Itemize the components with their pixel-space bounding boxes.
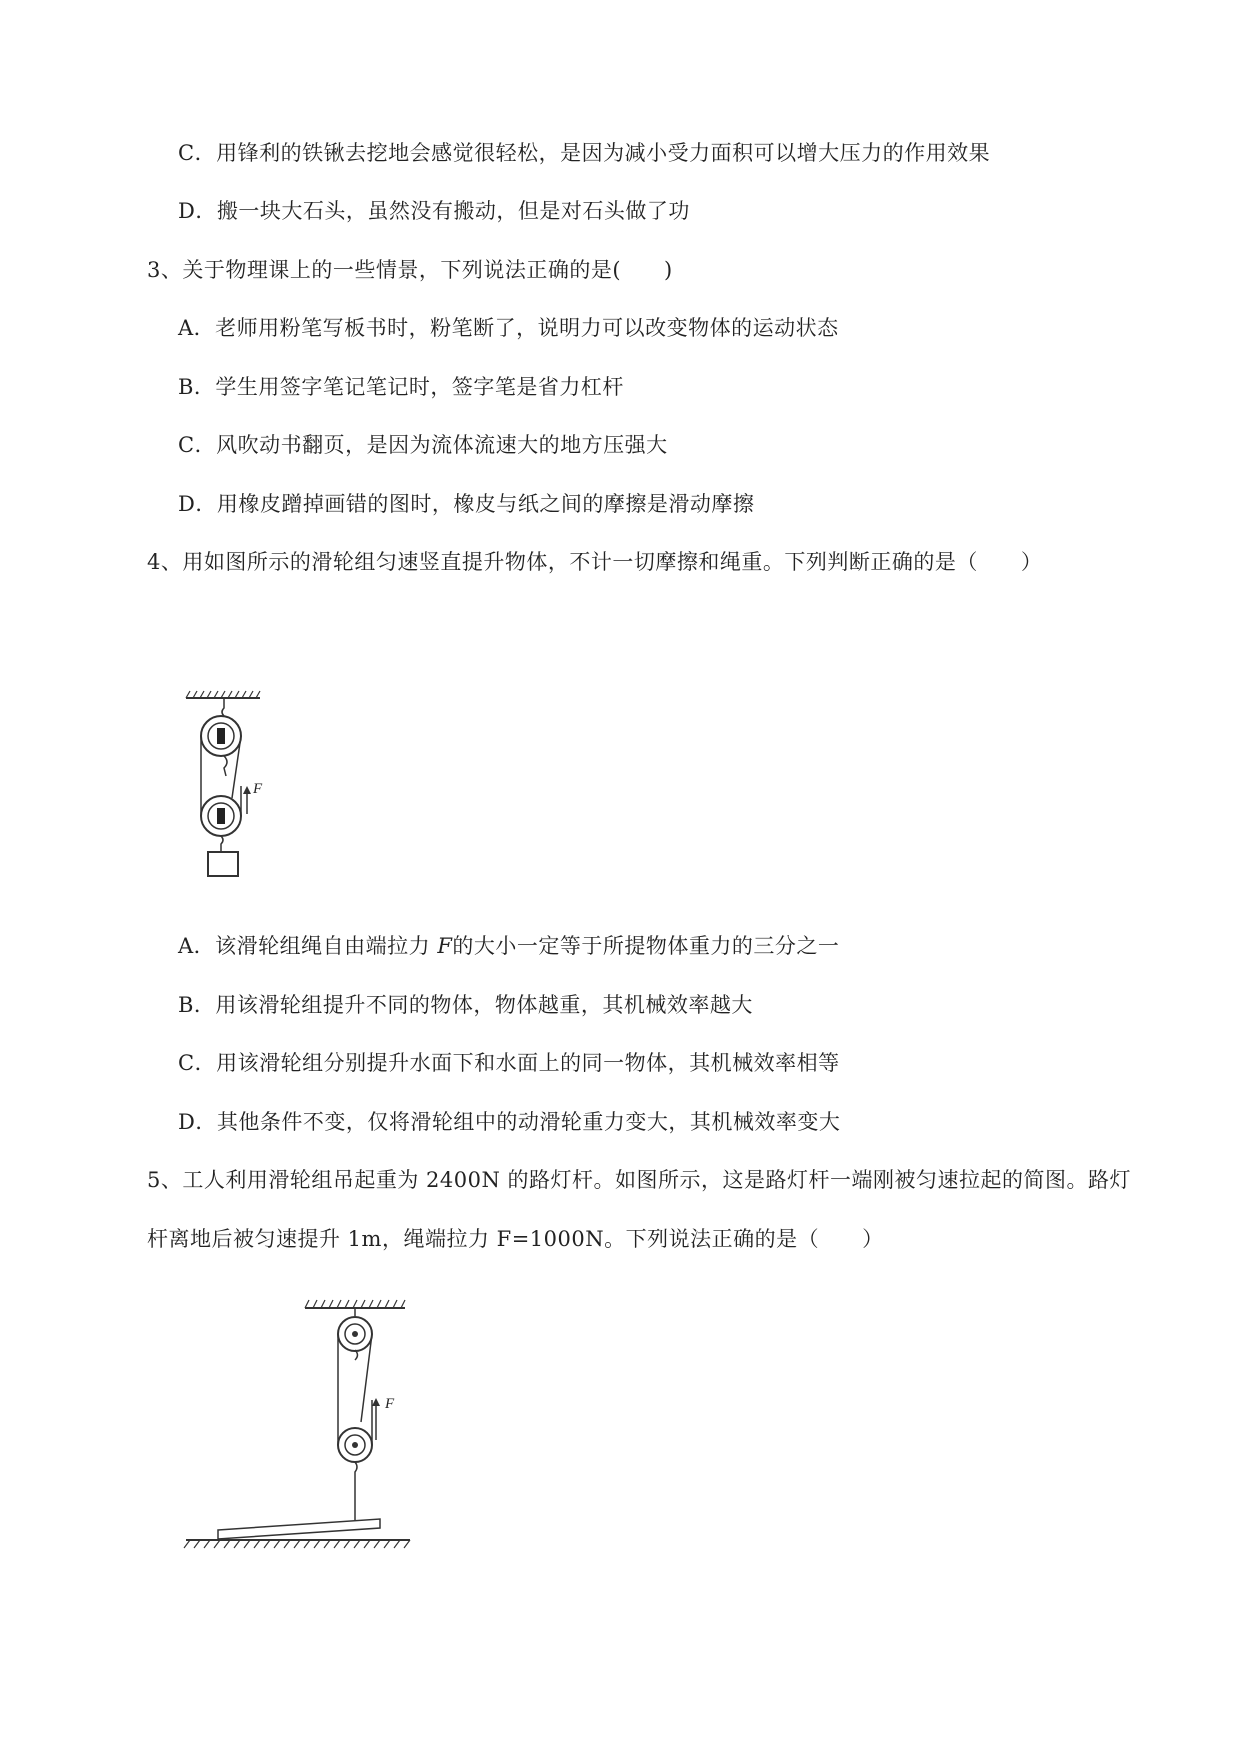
q3-option-a: A．老师用粉笔写板书时，粉笔断了，说明力可以改变物体的运动状态 [178,316,839,340]
q3-option-c: C．风吹动书翻页，是因为流体流速大的地方压强大 [178,433,668,457]
q4-pulley-figure [180,690,270,880]
q4-option-b: B．用该滑轮组提升不同的物体，物体越重，其机械效率越大 [178,993,753,1017]
q2-option-c: C．用锋利的铁锹去挖地会感觉很轻松，是因为减小受力面积可以增大压力的作用效果 [178,141,991,165]
q3-stem: 3、关于物理课上的一些情景，下列说法正确的是( ) [147,258,673,282]
ceiling-hatch [186,691,260,698]
q3-option-b: B．学生用签字笔记笔记时，签字笔是省力杠杆 [178,375,624,399]
q4-option-a-text: A．该滑轮组绳自由端拉力 [178,934,438,958]
q4-option-a [178,932,839,960]
q5-stem-line1: 5、工人利用滑轮组吊起重为 2400N 的路灯杆。如图所示，这是路灯杆一端刚被匀速拉起的简图。路灯 [147,1168,1132,1192]
force-label: F [253,781,263,797]
q4-option-a-var: F [437,934,453,958]
q4-option-c: C．用该滑轮组分别提升水面下和水面上的同一物体，其机械效率相等 [178,1051,840,1075]
q4-option-d: D．其他条件不变，仅将滑轮组中的动滑轮重力变大，其机械效率变大 [178,1110,841,1134]
pulley-diagram [180,690,270,880]
force-label: F [385,1396,395,1412]
ground-hatch [184,1540,410,1548]
streetlight-pulley-diagram [180,1290,420,1550]
q4-option-a-text-2: 的大小一定等于所提物体重力的三分之一 [452,934,840,958]
q5-pulley-figure [180,1290,420,1550]
q2-option-d: D．搬一块大石头，虽然没有搬动，但是对石头做了功 [178,199,690,223]
q4-stem: 4、用如图所示的滑轮组匀速竖直提升物体，不计一切摩擦和绳重。下列判断正确的是（ ） [147,550,1043,574]
ceiling-hatch [305,1300,405,1308]
q3-option-d: D．用橡皮蹭掉画错的图时，橡皮与纸之间的摩擦是滑动摩擦 [178,492,755,516]
streetlight-pole [218,1519,380,1539]
q5-stem-line2: 杆离地后被匀速提升 1m，绳端拉力 F=1000N。下列说法正确的是（ ） [147,1227,884,1251]
load-block [208,852,238,876]
